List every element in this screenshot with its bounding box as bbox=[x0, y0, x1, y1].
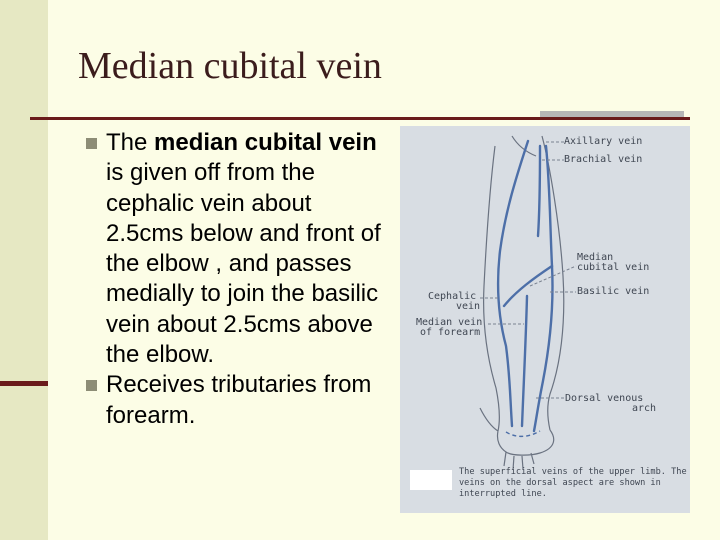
label-median-cubital-line2: cubital vein bbox=[577, 262, 650, 273]
label-cephalic-line1: Cephalic bbox=[428, 291, 477, 302]
caption-line: interrupted line. bbox=[459, 489, 547, 499]
bullet-text: is given off from the cephalic vein about 2.5cms below and front of the elbow , and passes medially to join the basilic vein about 2.5cms above the elbow. bbox=[106, 159, 381, 369]
bullet-item bbox=[86, 370, 386, 431]
bullet-square-icon bbox=[86, 138, 97, 149]
figure-caption bbox=[459, 467, 689, 500]
dorsal-arch bbox=[506, 431, 540, 436]
bullet-list bbox=[86, 128, 386, 431]
hand-outline bbox=[480, 408, 554, 470]
vein-diagram-figure bbox=[400, 126, 690, 513]
caption-line: The superficial veins of the upper limb. The bbox=[459, 467, 687, 477]
left-accent-bar bbox=[0, 381, 48, 386]
basilic-vein bbox=[534, 146, 553, 431]
left-decor-band bbox=[0, 0, 48, 540]
label-brachial-vein: Brachial vein bbox=[564, 154, 643, 165]
slide-title: Median cubital vein bbox=[78, 45, 382, 87]
bullet-bold-term: median cubital vein bbox=[154, 129, 377, 156]
bullet-item bbox=[86, 128, 386, 370]
label-median-forearm-line1: Median vein bbox=[416, 317, 483, 328]
median-forearm-vein bbox=[522, 296, 527, 426]
label-basilic-vein: Basilic vein bbox=[577, 286, 650, 297]
caption-line: veins on the dorsal aspect are shown in bbox=[459, 478, 661, 488]
bullet-text: Receives tributaries from forearm. bbox=[106, 371, 372, 429]
bullet-text: The bbox=[106, 129, 155, 156]
label-axillary-vein: Axillary vein bbox=[564, 136, 643, 147]
title-rule bbox=[30, 117, 690, 120]
label-median-forearm-line2: of forearm bbox=[420, 327, 481, 338]
brachial-vein bbox=[538, 146, 540, 236]
label-median-cubital-line1: Median bbox=[577, 252, 614, 263]
label-dorsal-venous-line2: arch bbox=[632, 403, 657, 414]
caption-white-box bbox=[410, 470, 452, 490]
label-dorsal-venous-line1: Dorsal venous bbox=[565, 393, 644, 404]
label-cephalic-line2: vein bbox=[456, 301, 481, 312]
bullet-square-icon bbox=[86, 380, 97, 391]
